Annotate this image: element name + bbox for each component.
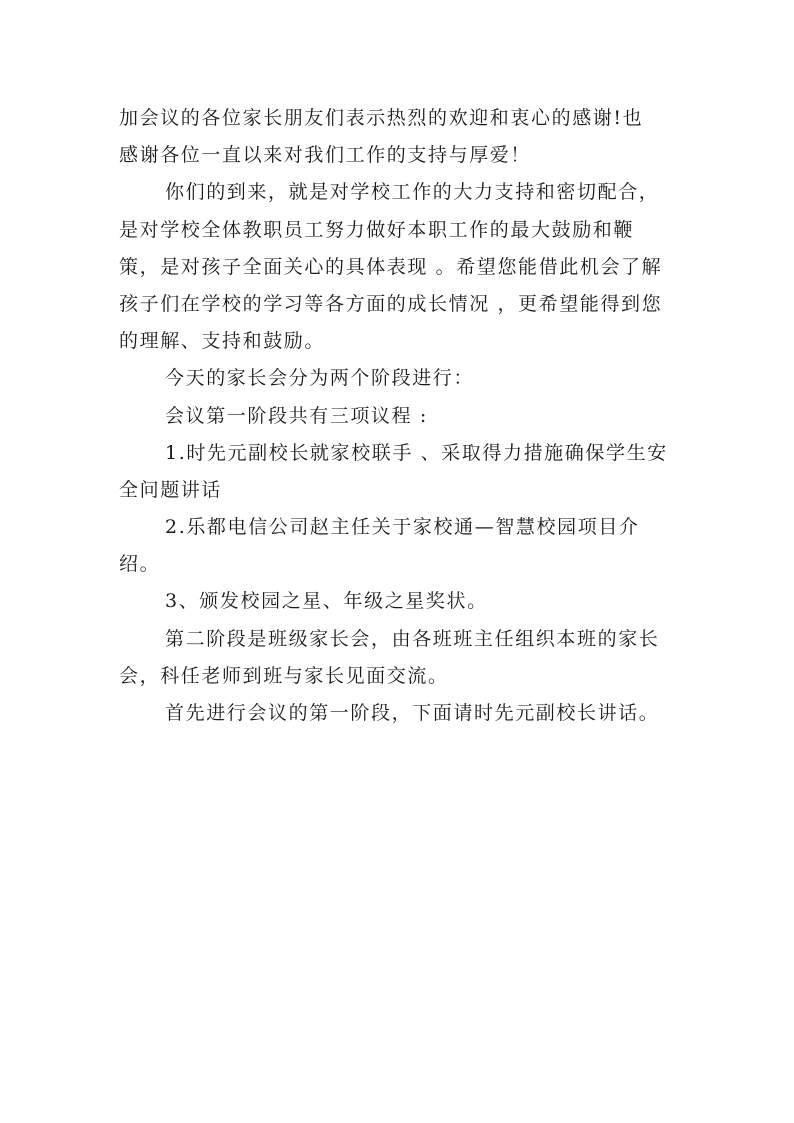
- document-body: [119, 103, 709, 735]
- paragraph-line: 感谢各位一直以来对我们工作的支持与厚爱！: [119, 144, 532, 167]
- paragraph-line: 加会议的各位家长朋友们表示热烈的欢迎和衷心的感谢!也: [119, 107, 644, 129]
- agenda-item-line: 2.乐都电信公司赵主任关于家校通—智慧校园项目介: [165, 516, 640, 539]
- paragraph-line: 今天的家长会分为两个阶段进行：: [165, 367, 475, 390]
- paragraph-line: 首先进行会议的第一阶段，下面请时先元副校长讲话。: [165, 702, 660, 724]
- agenda-item-line: 1.时先元副校长就家校联手 、采取得力措施确保学生安: [165, 441, 668, 464]
- agenda-item-line: 全问题讲话: [119, 478, 223, 501]
- paragraph-line: 你们的到来，就是对学校工作的大力支持和密切配合，: [165, 181, 660, 204]
- paragraph-line: 会，科任老师到班与家长见面交流。: [119, 664, 449, 687]
- paragraph-line: 孩子们在学校的学习等各方面的成长情况 ，更希望能得到您: [119, 292, 663, 315]
- paragraph-line: 是对学校全体教职员工努力做好本职工作的最大鼓励和鞭: [119, 218, 635, 241]
- paragraph-line: 第二阶段是班级家长会，由各班班主任组织本班的家长: [165, 627, 660, 650]
- agenda-item-line: 绍。: [119, 553, 161, 576]
- paragraph-line: 的理解、支持和鼓励。: [119, 330, 326, 353]
- agenda-item-line: 3、颁发校园之星、年级之星奖状。: [165, 590, 488, 613]
- paragraph-line: 会议第一阶段共有三项议程 :: [165, 404, 428, 427]
- paragraph-line: 策，是对孩子全面关心的具体表现 。希望您能借此机会了解: [119, 255, 663, 278]
